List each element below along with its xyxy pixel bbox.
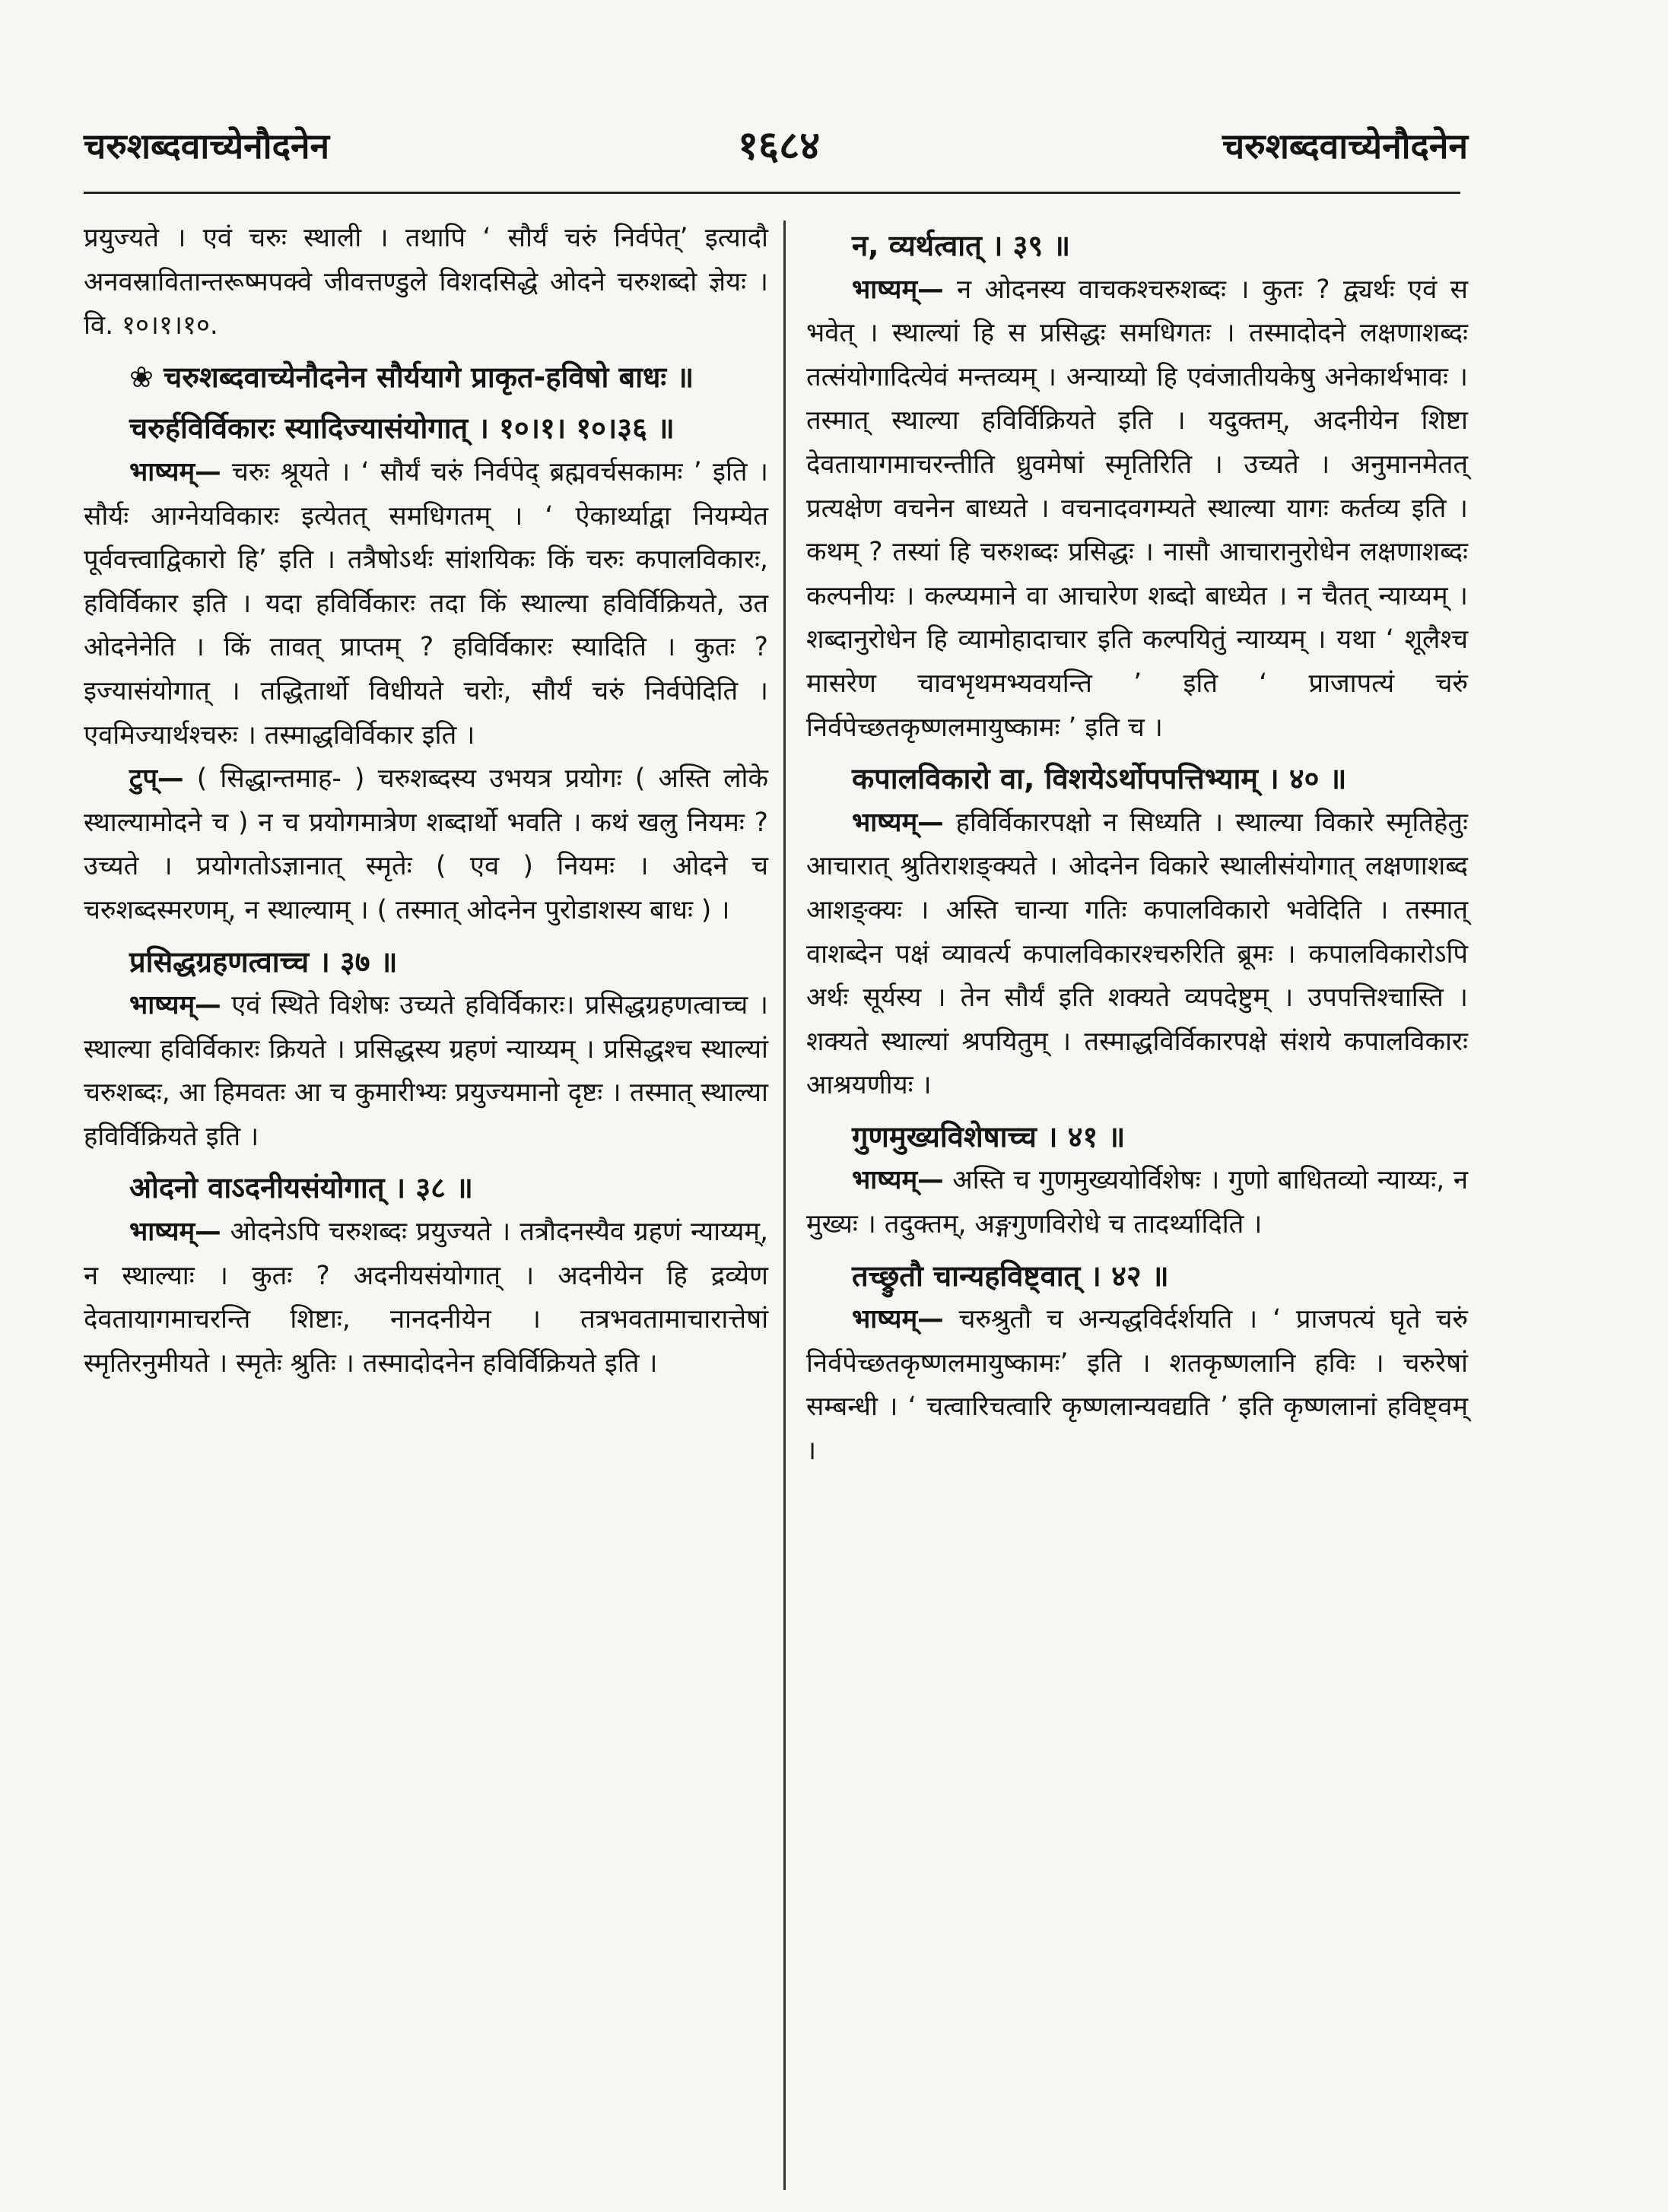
commentary-paragraph (806, 801, 1468, 1108)
sutra-heading: गुणमुख्यविशेषाच्च । ४१ ॥ (852, 1119, 1126, 1154)
page-header (84, 114, 1468, 182)
sutra-heading: न, व्यर्थत्वात् । ३९ ॥ (852, 229, 1071, 262)
commentary-paragraph (84, 757, 768, 932)
commentary-text: चरुश्रुतौ च अन्यद्धविर्दर्शयति । ‘ प्राजपत्यं घृते चरुं निर्वपेच्छतकृष्णलमायुष्कामः’ इति । शतकृष्णलानि हविः । चरुरेषां सम्बन्धी । ‘ चत्वारिचत्वारि कृष्णलान्यवद्यति ’ इति कृष्णलानां हविष्ट्वम् । (806, 1304, 1468, 1467)
commentary-text: हविर्विकारपक्षो न सिध्यति । स्थाल्या विकारे स्मृतिहेतुः आचारात् श्रुतिराशङ्क्यते । ओदनेन विकारे स्थालीसंयोगात् लक्षणाशब्द आशङ्क्यः । अस्ति चान्या गतिः कपालविकारो भवेदिति । तस्मात् वाशब्देन पक्षं व्यावर्त्य कपालविकारश्चरुरिति ब्रूमः । कपालविकारोऽपि अर्थः सूर्यस्य । तेन सौर्यं इति शक्यते व्यपदेष्टुम् । उपपत्तिश्चास्ति । शक्यते स्थाल्यां श्रपयितुम् । तस्माद्धविर्विकारपक्षे संशये कपालविकारः आश्रयणीयः । (806, 807, 1468, 1101)
sutra-heading: चरुर्हविर्विकारः स्यादिज्यासंयोगात् । १०।१। १०।३६ ॥ (129, 411, 675, 446)
commentary-paragraph (84, 984, 768, 1159)
commentary-paragraph (806, 268, 1468, 751)
commentary-label: भाष्यम्— (852, 1165, 944, 1196)
adhikarana-heading: ❀ चरुशब्दवाच्येनौदनेन सौर्ययागे प्राकृत-हविषो बाधः ॥ (129, 360, 694, 394)
commentary-text: अस्ति च गुणमुख्ययोर्विशेषः । गुणो बाधितव्यो न्याय्यः, न मुख्यः । तदुक्तम्, अङ्गगुणविरोधे च तादर्थ्यादिति । (806, 1165, 1468, 1240)
left-column (84, 217, 768, 1385)
column-divider (783, 221, 786, 2190)
commentary-paragraph (84, 451, 768, 757)
commentary-text: ओदनेऽपि चरुशब्दः प्रयुज्यते । तत्रौदनस्यैव ग्रहणं न्याय्यम्, न स्थाल्याः । कुतः ? अदनीयसंयोगात् । अदनीयेन हि द्रव्येण देवतायागमाचरन्ति शिष्टाः, नानदनीयेन । तत्रभवतामाचारात्तेषां स्मृतिरनुमीयते । स्मृतेः श्रुतिः । तस्मादोदनेन हविर्विक्रियते इति । (84, 1217, 768, 1379)
commentary-label: भाष्यम्— (129, 990, 221, 1021)
commentary-text: न ओदनस्य वाचकश्चरुशब्दः । कुतः ? द्व्यर्थः एवं स भवेत् । स्थाल्यां हि स प्रसिद्धः समधिगतः । तस्मादोदने लक्षणाशब्दः तत्संयोगादित्येवं मन्तव्यम् । अन्याय्यो हि एवंजातीयकेषु अनेकार्थभावः । तस्मात् स्थाल्या हविर्विक्रियते इति । यदुक्तम्, अदनीयेन शिष्टा देवतायागमाचरन्तीति ध्रुवमेषां स्मृतिरिति । उच्यते । अनुमानमेतत् प्रत्यक्षेण वचनेन बाध्यते । वचनादवगम्यते स्थाल्या यागः कर्तव्य इति । कथम् ? तस्यां हि चरुशब्दः प्रसिद्धः । नासौ आचारानुरोधेन लक्षणाशब्दः कल्पनीयः । कल्प्यमाने वा आचारेण शब्दो बाध्येत । न चैतत् न्याय्यम् । शब्दानुरोधेन हि व्यामोहादाचार इति कल्पयितुं न्याय्यम् । यथा ‘ शूलैश्च मासरेण चावभृथमभ्यवयन्ति ’ इति ‘ प्राजापत्यं चरुं निर्वपेच्छतकृष्णलमायुष्कामः ’ इति च । (806, 274, 1468, 743)
running-title-right: चरुशब्दवाच्येनौदनेन (1222, 125, 1468, 167)
commentary-label: भाष्यम्— (852, 274, 944, 305)
body-paragraph: प्रयुज्यते । एवं चरुः स्थाली । तथापि ‘ सौर्यं चरुं निर्वपेत्’ इत्यादौ अनवस्रावितान्तरूष्मपक्वे जीवत्तण्डुले विशदसिद्धे ओदने चरुशब्दो ज्ञेयः । वि. १०।१।१०. (84, 223, 768, 341)
commentary-label: टुप्— (129, 763, 184, 795)
page-number: १६८४ (738, 123, 821, 169)
commentary-label: भाष्यम्— (852, 807, 944, 838)
commentary-label: भाष्यम्— (129, 456, 221, 487)
commentary-text: चरुः श्रूयते । ‘ सौर्यं चरुं निर्वपेद् ब्रह्मवर्चसकामः ’ इति । सौर्यः आग्नेयविकारः इत्येतत् समधिगतम् । ‘ ऐकार्थ्याद्वा नियम्येत पूर्ववत्त्वाद्विकारो हि’ इति । तत्रैषोऽर्थः सांशयिकः किं चरुः कपालविकारः, हविर्विकार इति । यदा हविर्विकारः तदा किं स्थाल्या हविर्विक्रियते, उत ओदनेनेति । किं तावत् प्राप्तम् ? हविर्विकारः स्यादिति । कुतः ? इज्यासंयोगात् । तद्धितार्थो विधीयते चरोः, सौर्यं चरुं निर्वपेदिति । एवमिज्यार्थश्चरुः । तस्माद्धविर्विकार इति । (84, 456, 768, 751)
commentary-paragraph (806, 1298, 1468, 1473)
sutra-heading: कपालविकारो वा, विशयेऽर्थोपपत्तिभ्याम् । ४० ॥ (852, 762, 1347, 796)
sutra-heading: प्रसिद्धग्रहणत्वाच्च । ३७ ॥ (129, 944, 398, 979)
commentary-label: भाष्यम्— (129, 1217, 221, 1248)
sutra-heading: ओदनो वाऽदनीयसंयोगात् । ३८ ॥ (129, 1171, 473, 1205)
commentary-text: एवं स्थिते विशेषः उच्यते हविर्विकारः। प्रसिद्धग्रहणत्वाच्च । स्थाल्या हविर्विकारः क्रियते । प्रसिद्धस्य ग्रहणं न्याय्यम् । प्रसिद्धश्च स्थाल्यां चरुशब्दः, आ हिमवतः आ च कुमारीभ्यः प्रयुज्यमानो दृष्टः । तस्मात् स्थाल्या हविर्विक्रियते इति । (84, 990, 768, 1152)
commentary-paragraph (806, 1159, 1468, 1246)
commentary-paragraph (84, 1211, 768, 1385)
right-column (806, 217, 1468, 1474)
commentary-label: भाष्यम्— (852, 1304, 944, 1335)
sutra-heading: तच्छ्रुतौ चान्यहविष्ट्वात् । ४२ ॥ (852, 1258, 1169, 1293)
running-title-left: चरुशब्दवाच्येनौदनेन (84, 125, 330, 167)
header-rule (84, 192, 1460, 194)
commentary-text: ( सिद्धान्तमाह- ) चरुशब्दस्य उभयत्र प्रयोगः ( अस्ति लोके स्थाल्यामोदने च ) न च प्रयोगमात्रेण शब्दार्थो भवति । कथं खलु नियमः ? उच्यते । प्रयोगतोऽज्ञानात् स्मृतेः ( एव ) नियमः । ओदने च चरुशब्दस्मरणम्, न स्थाल्याम् । ( तस्मात् ओदनेन पुरोडाशस्य बाधः ) । (84, 763, 768, 925)
